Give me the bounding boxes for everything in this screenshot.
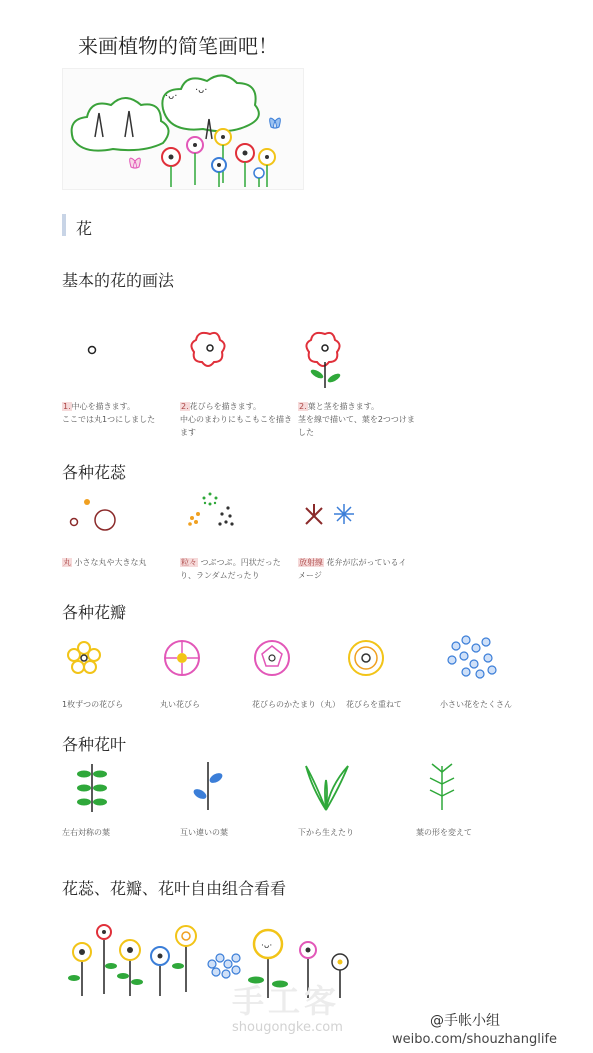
face-right: ·ᴗ· xyxy=(195,85,208,96)
step1-center xyxy=(89,347,96,354)
combo-flower-2 xyxy=(97,925,117,994)
pistil-dots-random xyxy=(218,506,233,525)
petal-caption-3: 花びらのかたまり（丸） xyxy=(252,700,340,709)
leaves-heading: 各种花叶 xyxy=(62,735,127,754)
pistil-dot-orange xyxy=(84,499,90,505)
petal-caption-4: 花びらを重ねて xyxy=(346,700,402,709)
basic-step-2-caption: 2.花びらを描きます。 中心のまわりにもこもこを描きます xyxy=(180,402,292,437)
leaf-from-base xyxy=(306,766,348,810)
weibo-handle: @手帐小组 xyxy=(430,1013,500,1029)
butterfly-1 xyxy=(270,118,281,128)
step2-flower xyxy=(191,333,224,366)
pistil-dots-ring xyxy=(203,493,218,506)
combo-flower-5 xyxy=(172,926,196,992)
petal-cluster-flower xyxy=(255,641,289,675)
combo-flower-1 xyxy=(68,943,91,996)
leaf-caption-3: 下から生えたり xyxy=(298,828,354,837)
pistils-heading: 各种花蕊 xyxy=(62,463,127,482)
combo-flower-cluster xyxy=(208,954,240,978)
face-left: ·ᴗ· xyxy=(165,91,178,102)
combo-heading: 花蕊、花瓣、花叶自由组合看看 xyxy=(62,879,287,898)
step3-flower xyxy=(306,333,341,388)
pistils-drawing xyxy=(0,494,593,538)
petal-small-flowers xyxy=(448,636,496,678)
page-title: 来画植物的简笔画吧！ xyxy=(78,34,278,58)
pistil-dots-orange xyxy=(188,512,200,526)
butterfly-2 xyxy=(130,158,141,168)
leaf-shape-varied xyxy=(430,764,454,810)
pistil-caption-3: 放射線 花弁が広がっているイメージ xyxy=(298,558,407,580)
petal-caption-1: 1枚ずつの花びら xyxy=(62,700,124,709)
hero-flower-red xyxy=(162,148,180,187)
weibo-url: weibo.com/shouzhanglife xyxy=(392,1032,558,1047)
hero-illustration xyxy=(62,68,304,190)
watermark-logo: 手工客 xyxy=(232,982,341,1020)
petal-caption-5: 小さい花をたくさん xyxy=(440,700,512,709)
basic-step-1-caption: 1.中心を描きます。 ここでは丸1つにしました xyxy=(62,402,156,424)
leaf-caption-4: 葉の形を変えて xyxy=(416,828,472,837)
leaf-caption-1: 左右対称の葉 xyxy=(62,828,110,837)
leaf-alternate xyxy=(192,762,224,810)
petal-round-flower xyxy=(165,641,199,675)
pistil-caption-1: 丸 小さな丸や大きな丸 xyxy=(63,558,147,567)
pistil-large-circle xyxy=(95,510,115,530)
pistil-radial-blue xyxy=(334,504,354,524)
section-title: 花 xyxy=(76,219,93,238)
hero-drawing xyxy=(63,69,303,189)
leaf-caption-2: 互い違いの葉 xyxy=(180,828,228,837)
tree-cloud-right xyxy=(162,75,258,131)
petals-drawing xyxy=(0,636,593,682)
section-marker xyxy=(62,214,66,236)
combo-flower-4 xyxy=(151,947,169,996)
basic-steps-drawing xyxy=(0,320,593,390)
basic-heading: 基本的花的画法 xyxy=(62,271,175,290)
hero-flower-pink xyxy=(187,137,203,185)
pistil-small-circle xyxy=(71,519,78,526)
hero-flower-blue xyxy=(212,158,226,187)
petal-caption-2: 丸い花びら xyxy=(160,700,200,709)
pistil-radial-dark xyxy=(306,504,322,524)
basic-step-3-caption: 2.葉と茎を描きます。 茎を線で描いて、葉を2つつけました xyxy=(298,402,415,437)
petal-layered-flower xyxy=(349,641,383,675)
tree-cloud-left xyxy=(72,98,169,151)
leaves-drawing xyxy=(0,760,593,816)
hero-flower-blue-2 xyxy=(254,168,264,187)
petals-heading: 各种花瓣 xyxy=(62,603,127,622)
petal-single-flower xyxy=(68,642,100,673)
hero-flower-red-2 xyxy=(236,144,254,187)
combo-flower-3 xyxy=(117,940,143,996)
hero-flower-yellow xyxy=(215,129,231,183)
svg-text:·ᴗ·: ·ᴗ· xyxy=(261,941,273,951)
pistil-caption-2: 粒々 つぶつぶ。円状だったり、ランダムだったり xyxy=(180,558,281,580)
watermark-site: shougongke.com xyxy=(232,1020,343,1035)
leaf-symmetric xyxy=(77,764,107,812)
